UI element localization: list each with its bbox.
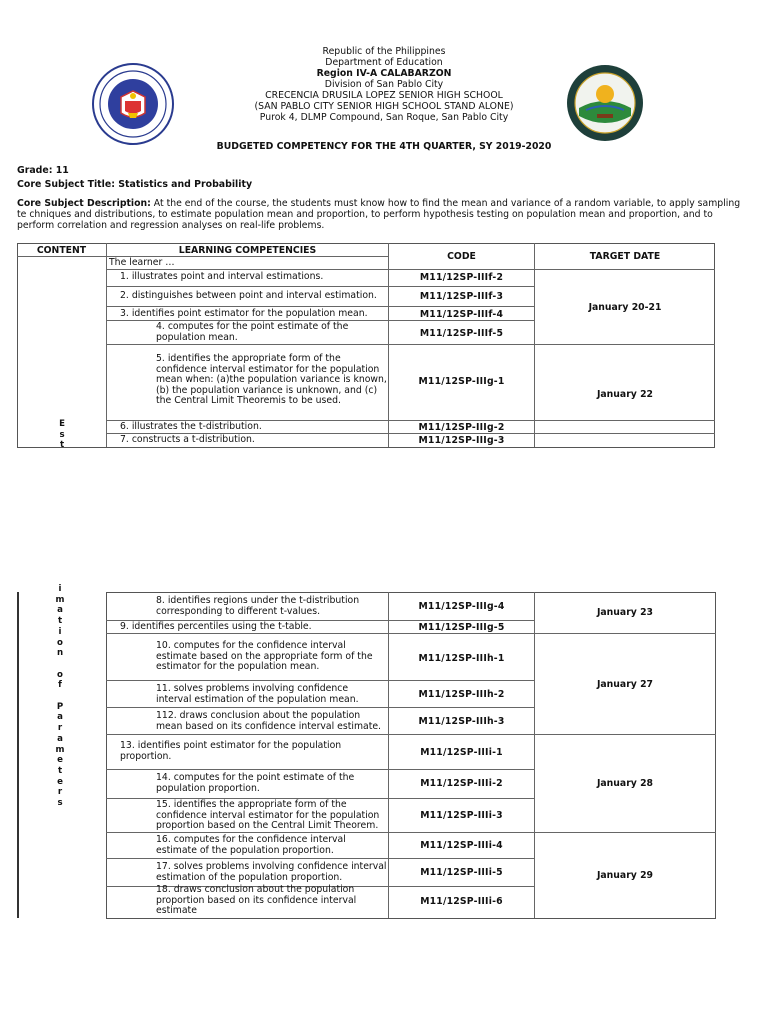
competency-row: 8. identifies regions under the t-distribution corresponding to different t-values.	[156, 595, 360, 617]
competency-code: M11/12SP-IIIi-3	[420, 810, 503, 821]
target-date: January 22	[596, 389, 654, 400]
header-line-deped: Department of Education	[325, 57, 443, 68]
document-title: BUDGETED COMPETENCY FOR THE 4TH QUARTER, SY 2019-2020	[216, 141, 552, 152]
competency-code: M11/12SP-IIIf-5	[419, 328, 504, 339]
competency-code: M11/12SP-IIIf-2	[419, 272, 504, 283]
competency-code: M11/12SP-IIIi-4	[420, 840, 503, 851]
competency-row: 112. draws conclusion about the population mean based on its confidence interval estimate.	[156, 710, 382, 732]
competency-row: 10. computes for the confidence interval estimate based on the appropriate form of the estimator for the population mean.	[156, 640, 373, 672]
content-vertical-label-page2: i m a t i o n o f P a r a m e t e r s	[55, 584, 65, 809]
competency-row: 3. identifies point estimator for the population mean.	[120, 308, 368, 319]
target-date: January 27	[596, 679, 654, 690]
competency-row: 9. identifies percentiles using the t-table.	[120, 621, 312, 632]
competency-code: M11/12SP-IIIi-2	[420, 778, 503, 789]
competency-code: M11/12SP-IIIh-1	[418, 653, 505, 664]
header-line-region: Region IV-A CALABARZON	[316, 68, 452, 79]
learner-label: The learner …	[109, 257, 175, 268]
competency-row: 4. computes for the point estimate of the population mean.	[156, 321, 349, 343]
header-line-republic: Republic of the Philippines	[322, 46, 446, 57]
competency-code: M11/12SP-IIIh-2	[418, 689, 505, 700]
competency-row: 11. solves problems involving confidence interval estimation of the population mean.	[156, 683, 359, 705]
competency-code: M11/12SP-IIIg-5	[418, 622, 505, 633]
competency-row: 5. identifies the appropriate form of the confidence interval estimator for the population mean when: (a)the population variance is known, (b) the population variance is unknown, and (c) the Central Limit Theoremis to be used.	[156, 353, 387, 406]
competency-row: 18. draws conclusion about the population proportion based on its confidence interval estimate	[156, 884, 357, 916]
content-vertical-label-page1: E s t	[59, 419, 65, 451]
subject-description-text: At the end of the course, the students must know how to find the mean and variance of a random variable, to apply sampling te chniques and distributions, to estimate population mean and proportion, to perform hypothesis testing on population mean and proportion, and to perform correlation and regression analyses on real-life problems.	[17, 198, 741, 231]
competency-row: 17. solves problems involving confidence interval estimation of the population proportion.	[156, 861, 387, 883]
header-line-address: Purok 4, DLMP Compound, San Roque, San Pablo City	[259, 112, 509, 123]
competency-code: M11/12SP-IIIi-5	[420, 867, 503, 878]
target-date: January 28	[596, 778, 654, 789]
competency-code: M11/12SP-IIIf-3	[419, 291, 504, 302]
header-content: CONTENT	[36, 245, 87, 256]
competency-code: M11/12SP-IIIg-4	[418, 601, 505, 612]
header-line-school: CRECENCIA DRUSILA LOPEZ SENIOR HIGH SCHOOL	[265, 90, 503, 101]
competency-row: 15. identifies the appropriate form of the confidence interval estimator for the population proportion based on the Central Limit Theorem.	[156, 799, 380, 831]
target-date: January 20-21	[588, 302, 662, 313]
competency-row: 14. computes for the point estimate of the population proportion.	[156, 772, 355, 794]
target-date: January 29	[596, 870, 654, 881]
competency-code: M11/12SP-IIIg-2	[418, 422, 505, 433]
competency-row: 13. identifies point estimator for the population proportion.	[120, 740, 342, 762]
subject-description-label: Core Subject Description:	[17, 198, 151, 209]
competency-row: 1. illustrates point and interval estimations.	[120, 271, 324, 282]
header-line-school-alt: (SAN PABLO CITY SENIOR HIGH SCHOOL STAND ALONE)	[254, 101, 514, 112]
competency-row: 2. distinguishes between point and interval estimation.	[120, 290, 377, 301]
header-learning-competencies: LEARNING COMPETENCIES	[178, 245, 317, 256]
header-target-date: TARGET DATE	[589, 251, 661, 262]
competency-row: 6. illustrates the t-distribution.	[120, 421, 262, 432]
subject-title: Core Subject Title: Statistics and Probability	[17, 179, 253, 190]
header-code: CODE	[447, 251, 476, 262]
subject-description	[17, 198, 745, 231]
competency-code: M11/12SP-IIIg-1	[418, 376, 505, 387]
competency-code: M11/12SP-IIIf-4	[419, 309, 504, 320]
competency-code: M11/12SP-IIIi-6	[420, 896, 503, 907]
competency-code: M11/12SP-IIIg-3	[418, 435, 505, 446]
target-date: January 23	[596, 607, 654, 618]
competency-code: M11/12SP-IIIi-1	[420, 747, 503, 758]
competency-code: M11/12SP-IIIh-3	[418, 716, 505, 727]
grade-label: Grade: 11	[17, 165, 69, 176]
competency-row: 7. constructs a t-distribution.	[120, 434, 255, 445]
header-line-division: Division of San Pablo City	[324, 79, 444, 90]
competency-row: 16. computes for the confidence interval estimate of the population proportion.	[156, 834, 346, 856]
